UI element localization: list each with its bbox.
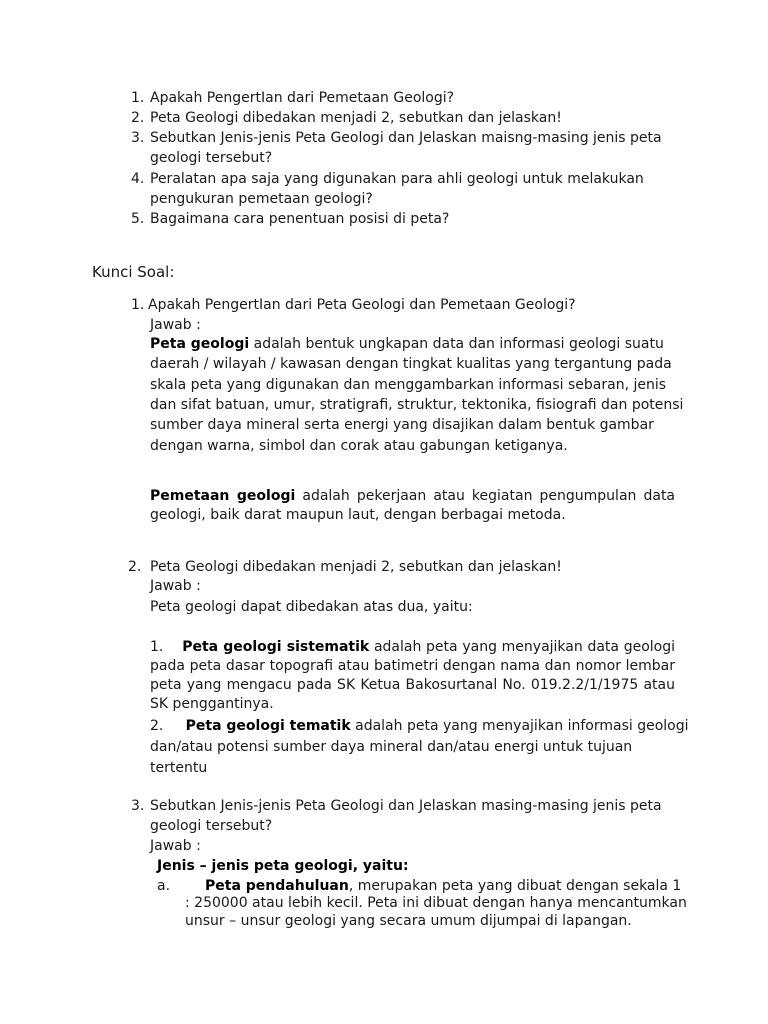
list-number: 5.: [131, 211, 145, 227]
question-text: Peta Geologi dibedakan menjadi 2, sebutkan dan jelaskan!: [150, 110, 562, 126]
definition-text: SK penggantinya.: [150, 696, 274, 712]
definition-text: daerah / wilayah / kawasan dengan tingkat kualitas yang tergantung pada: [150, 356, 672, 372]
list-number: 4.: [131, 171, 145, 187]
definition-line: [150, 486, 675, 506]
definition-text: adalah bentuk ungkapan data dan informasi geologi suatu: [253, 336, 664, 352]
question-text: Peralatan apa saja yang digunakan para ahli geologi untuk melakukan: [150, 171, 644, 187]
list-label: a.: [157, 878, 171, 894]
subheading: Jenis – jenis peta geologi, yaitu:: [157, 858, 409, 874]
definition-text: tertentu: [150, 760, 208, 776]
question-text: geologi tersebut?: [150, 150, 273, 166]
list-number: 3.: [131, 130, 145, 146]
list-number: 1.: [150, 639, 164, 655]
definition-line: [150, 716, 689, 736]
question-text: Apakah PengertIan dari Pemetaan Geologi?: [150, 90, 455, 106]
list-number: 2.: [128, 559, 142, 575]
term-tematik: Peta geologi tematik: [185, 718, 351, 734]
definition-text: : 250000 atau lebih kecil. Peta ini dibuat dengan hanya mencantumkan: [185, 895, 687, 911]
definition-text: skala peta yang digunakan dan menggambarkan informasi sebaran, jenis: [150, 377, 667, 393]
definition-text: dengan warna, simbol dan corak atau gabungan ketiganya.: [150, 438, 568, 454]
term-peta-geologi: Peta geologi: [150, 336, 250, 352]
term-pemetaan-geologi: Pemetaan geologi: [150, 488, 296, 504]
question-text: Sebutkan Jenis-jenis Peta Geologi dan Jelaskan masing-masing jenis peta: [150, 798, 662, 814]
question-text: pengukuran pemetaan geologi?: [150, 191, 373, 207]
jawab-label: Jawab :: [150, 578, 201, 594]
jawab-label: Jawab :: [150, 317, 201, 333]
definition-text: geologi, baik darat maupun laut, dengan berbagai metoda.: [150, 507, 566, 523]
question-text: Sebutkan Jenis-jenis Peta Geologi dan Jelaskan maisng-masing jenis peta: [150, 130, 662, 146]
list-number: 2.: [150, 718, 164, 734]
list-number: 3.: [131, 798, 145, 814]
definition-line: [150, 637, 675, 657]
definition-text: dan sifat batuan, umur, stratigrafi, struktur, tektonika, fisiografi dan potensi: [150, 397, 684, 413]
definition-text: , merupakan peta yang dibuat dengan sekala 1: [348, 878, 682, 894]
definition-text: adalah peta yang menyajikan data geologi: [373, 639, 675, 655]
intro-text: Peta geologi dapat dibedakan atas dua, yaitu:: [150, 599, 473, 615]
definition-text: adalah pekerjaan atau kegiatan pengumpulan data: [302, 488, 676, 504]
list-number: 2.: [131, 110, 145, 126]
definition-text: sumber daya mineral serta energi yang disajikan dalam bentuk gambar: [150, 417, 654, 433]
definition-text: peta yang mengacu pada SK Ketua Bakosurtanal No. 019.2.2/1/1975 atau: [150, 677, 675, 693]
question-text: Apakah PengertIan dari Peta Geologi dan Pemetaan Geologi?: [148, 297, 576, 313]
question-text: Peta Geologi dibedakan menjadi 2, sebutkan dan jelaskan!: [150, 559, 562, 575]
definition-text: adalah peta yang menyajikan informasi geologi: [355, 718, 689, 734]
question-text: Bagaimana cara penentuan posisi di peta?: [150, 211, 450, 227]
definition-text: dan/atau potensi sumber daya mineral dan/atau energi untuk tujuan: [150, 739, 633, 755]
list-number: 1.: [131, 297, 145, 313]
definition-text: unsur – unsur geologi yang secara umum dijumpai di lapangan.: [185, 913, 632, 929]
term-sistematik: Peta geologi sistematik: [182, 639, 370, 655]
question-text: geologi tersebut?: [150, 818, 273, 834]
term-pendahuluan: Peta pendahuluan: [205, 878, 349, 894]
definition-line: [150, 334, 664, 354]
list-number: 1.: [131, 90, 145, 106]
jawab-label: Jawab :: [150, 838, 201, 854]
section-heading: Kunci Soal:: [92, 263, 175, 281]
definition-text: pada peta dasar topografi atau batimetri dengan nama dan nomor lembar: [150, 658, 675, 674]
